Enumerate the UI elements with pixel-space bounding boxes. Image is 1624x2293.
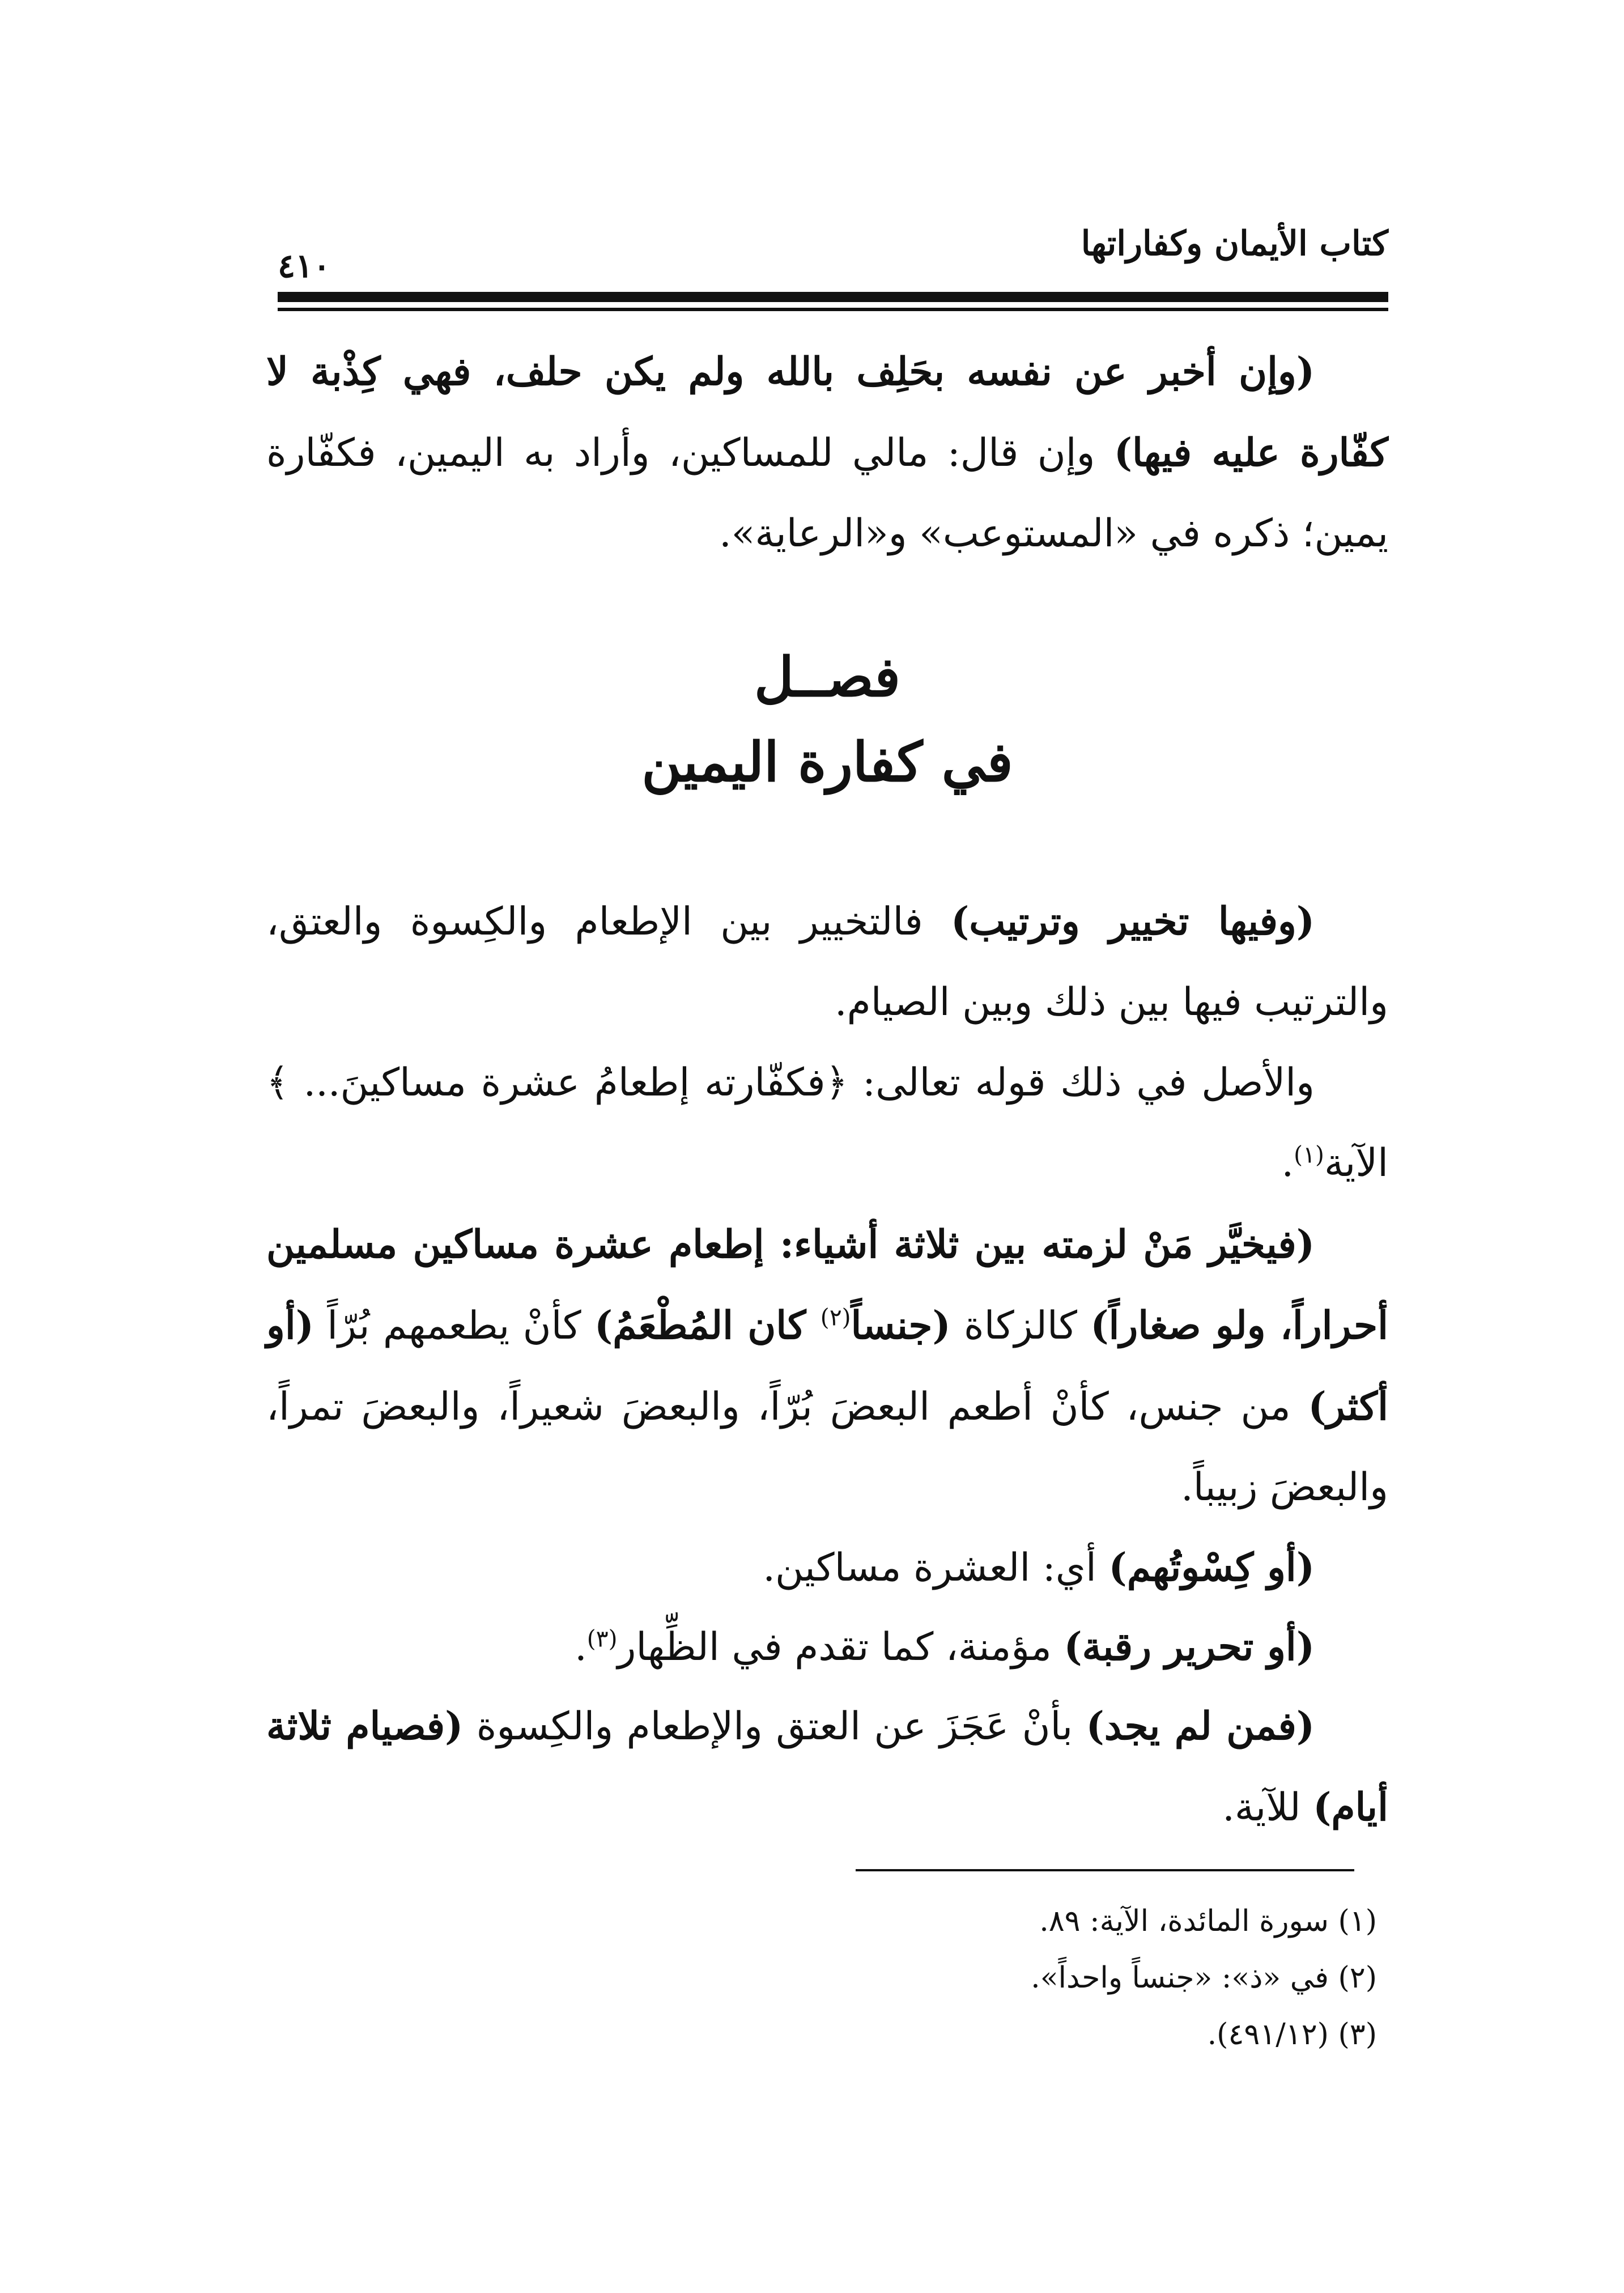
paragraph-6-end: .: [575, 1625, 587, 1670]
paragraph-3: [266, 1043, 1388, 1204]
paragraph-4-text-4: من جنس، كأنْ أطعم البعضَ بُرّاً، والبعضَ شعيراً، والبعضَ تمراً، والبعضَ زبيباً.: [266, 1385, 1388, 1510]
paragraph-2: [266, 881, 1388, 1043]
footnotes-list: [680, 1893, 1377, 2063]
footnote-separator: [856, 1869, 1354, 1871]
paragraph-2-text: فالتخيير بين الإطعام والكِسوة والعتق، والترتيب فيها بين ذلك وبين الصيام.: [266, 899, 1388, 1025]
paragraph-7-bold-1: (فمن لم يجد): [1086, 1704, 1315, 1749]
paragraph-1-text: وإن قال: مالي للمساكين، وأراد به اليمين، فكفّارة يمين؛ ذكره في «المستوعب» و«الرعاية».: [266, 431, 1388, 556]
section-subheading: في كفارة اليمين: [641, 730, 1013, 794]
paragraph-3-text: والأصل في ذلك قوله تعالى: ﴿فكفّارته إطعامُ عشرة مساكينَ... ﴾ الآية: [266, 1060, 1388, 1186]
paragraph-4-bold-2: (جنساً: [851, 1303, 951, 1348]
page-number: ٤١٠: [278, 247, 331, 285]
page-header: [278, 224, 1388, 286]
paragraph-4-bold-3: (أو أكثر): [266, 1303, 1388, 1429]
paragraph-5: [266, 1527, 1388, 1608]
paragraph-5-text: أي: العشرة مساكين.: [763, 1545, 1109, 1590]
header-rule-thick: [278, 292, 1388, 302]
section-heading: فصــل: [754, 645, 901, 709]
footnote-ref-3: (٣): [586, 1625, 618, 1653]
footnote-3: (٣) (٤٩١/١٢).: [1207, 2018, 1377, 2052]
paragraph-7: [266, 1686, 1388, 1848]
running-title: كتاب الأيمان وكفاراتها: [1081, 224, 1388, 264]
footnote-1: (١) سورة المائدة، الآية: ٨٩.: [1039, 1904, 1377, 1938]
paragraph-4-text-1: كالزكاة: [950, 1303, 1091, 1348]
paragraph-4-text-3: كأنْ يطعمهم بُرّاً: [313, 1303, 595, 1348]
paragraph-2-bold: (وفيها تخيير وترتيب): [951, 899, 1315, 944]
paragraph-6-text: مؤمنة، كما تقدم في الظِّهار: [617, 1625, 1064, 1670]
paragraph-7-text-1: بأنْ عَجَزَ عن العتق والإطعام والكِسوة: [463, 1704, 1086, 1749]
footnote-ref-2: (٢): [820, 1303, 851, 1331]
paragraph-5-bold: (أو كِسْوتُهم): [1108, 1545, 1315, 1590]
paragraph-6-bold: (أو تحرير رقبة): [1064, 1624, 1315, 1670]
paragraph-7-text-2: للآية.: [1222, 1785, 1313, 1830]
paragraph-7-bold-2: (فصيام ثلاثة أيام): [266, 1704, 1388, 1830]
header-rule-thin: [278, 308, 1388, 311]
paragraph-1: [266, 332, 1388, 574]
paragraph-3-end: .: [1281, 1141, 1294, 1186]
paragraph-4-bold-1: (فيخيَّر مَنْ لزمته بين ثلاثة أشياء: إطعام عشرة مساكين مسلمين أحراراً، ولو صغاراً): [266, 1222, 1389, 1348]
paragraph-4-text-2: كان المُطْعَمُ): [594, 1303, 820, 1348]
paragraph-6: [266, 1607, 1388, 1688]
paragraph-1-bold: (وإن أخبر عن نفسه بحَلِف بالله ولم يكن حلف، فهي كِذْبة لا كفّارة عليه فيها): [266, 349, 1388, 475]
footnote-ref-1: (١): [1294, 1141, 1324, 1169]
footnote-2: (٢) في «ذ»: «جنساً واحداً».: [1031, 1961, 1377, 1995]
paragraph-4: [266, 1204, 1388, 1528]
